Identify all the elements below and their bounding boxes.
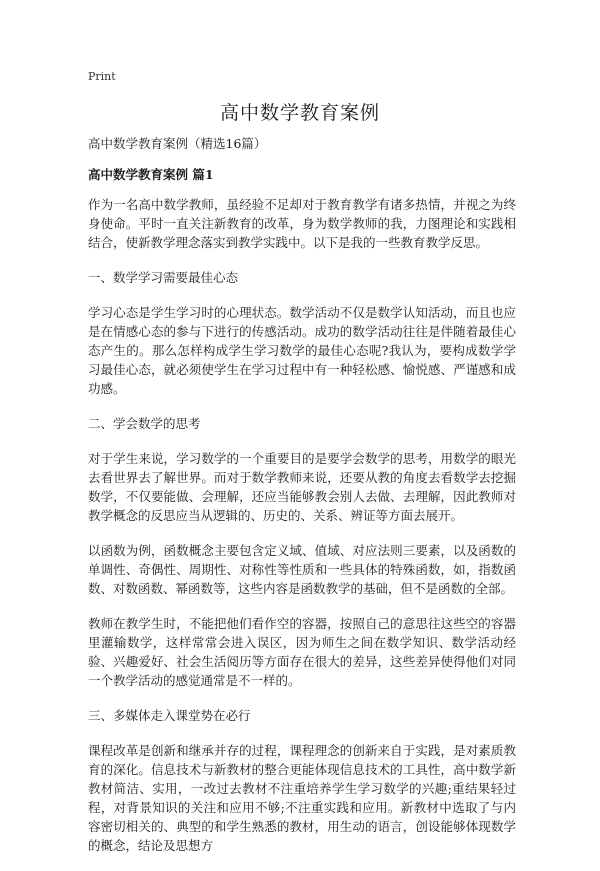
section-heading: 高中数学教育案例 篇1 [88,167,214,182]
page-title: 高中数学教育案例 [219,102,380,124]
paragraph-1: 学习心态是学生学习时的心理状态。数学活动不仅是数学认知活动，而且也应是在情感心态的参与下进行的传感活动。成功的数学活动往往是伴随着最佳心态产生的。那么怎样构成学生学习数学的最佳心态呢?我认为，要构成数学学习最佳心态，就必须使学生在学习过程中有一种轻松感、愉悦感、严谨感和成功感。 [88,305,516,396]
heading-1: 一、数学学习需要最佳心态 [88,270,239,285]
document-subtitle: 高中数学教育案例（精选16篇） [88,136,267,151]
document-body [88,134,516,871]
paragraph-4: 教师在教学生时，不能把他们看作空的容器，按照自己的意思往这些空的容器里灌输数学，这样常常会进入误区，因为师生之间在数学知识、数学活动经验、兴趣爱好、社会生活阅历等方面存在很大的差异，这些差异使得他们对同一个教学活动的感觉通常是不一样的。 [88,616,516,688]
heading-3: 三、多媒体走入课堂势在必行 [88,708,251,723]
print-label[interactable]: Print [88,70,116,83]
paragraph-3: 以函数为例，函数概念主要包含定义域、值域、对应法则三要素，以及函数的单调性、奇偶性、周期性、对称性等性质和一些具体的特殊函数，如，指数函数、对数函数、幂函数等，这些内容是函数教学的基础，但不是函数的全部。 [88,543,516,596]
heading-2: 二、学会数学的思考 [88,416,201,431]
paragraph-5: 课程改革是创新和继承并存的过程，课程理念的创新来自于实践，是对素质教育的深化。信息技术与新教材的整合更能体现信息技术的工具性，高中数学新教材简洁、实用，一改过去教材不注重培养学生学习数学的兴趣;重结果轻过程，对背景知识的关注和应用不够;不注重实践和应用。新教材中选取了与内容密切相关的、典型的和学生熟悉的教材，用生动的语言，创设能够体现数学的概念，结论及思想方 [88,743,516,853]
intro-paragraph: 作为一名高中数学教师，虽经验不足却对于教育教学有诸多热情，并视之为终身使命。平时一直关注新教育的改革，身为数学教师的我，力图理论和实践相结合，使新教学理念落实到教学实践中。以下是我的一些教育教学反思。 [88,197,516,250]
paragraph-2: 对于学生来说，学习数学的一个重要目的是要学会数学的思考，用数学的眼光去看世界去了解世界。而对于数学教师来说，还要从教的角度去看数学去挖掘数学，不仅要能做、会理解，还应当能够教会别人去做、去理解，因此教师对教学概念的反思应当从逻辑的、历史的、关系、辨证等方面去展开。 [88,451,516,523]
